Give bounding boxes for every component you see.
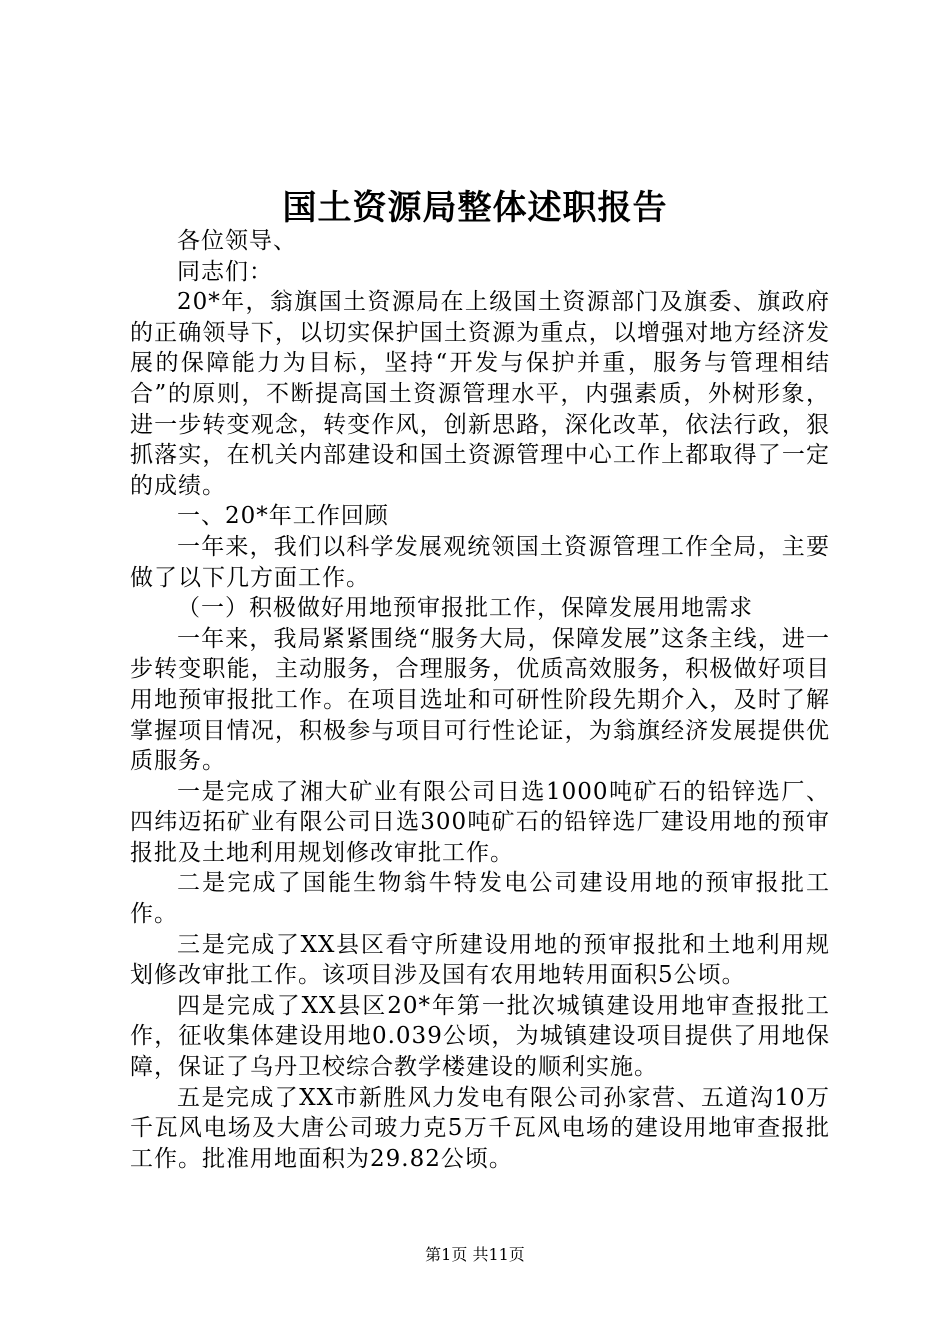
item-paragraph-3: 三是完成了XX县区看守所建设用地的预审报批和土地利用规划修改审批工作。该项目涉及国有农用地转用面积5公顷。 (130, 931, 830, 989)
item-paragraph-1: 一是完成了湘大矿业有限公司日选1000吨矿石的铅锌选厂、四纬迈拓矿业有限公司日选300吨矿石的铅锌选厂建设用地的预审报批及土地利用规划修改审批工作。 (130, 778, 830, 866)
section-intro-paragraph: 一年来，我们以科学发展观统领国土资源管理工作全局，主要做了以下几方面工作。 (130, 533, 830, 591)
document-title: 国土资源局整体述职报告 (282, 188, 668, 228)
salutation-line-2: 同志们： (177, 258, 273, 285)
document-body (130, 226, 830, 1174)
section-heading: 一、20*年工作回顾 (177, 503, 389, 530)
subsection-paragraph: 一年来，我局紧紧围绕“服务大局，保障发展”这条主线，进一步转变职能，主动服务，合理服务，优质高效服务，积极做好项目用地预审报批工作。在项目选址和可研性阶段先期介入，及时了解掌握项目情况，积极参与项目可行性论证，为翁旗经济发展提供优质服务。 (130, 625, 830, 775)
subsection-heading: （一）积极做好用地预审报批工作，保障发展用地需求 (177, 595, 753, 622)
page-footer: 第1页 共11页 (425, 1245, 525, 1264)
item-paragraph-4: 四是完成了XX县区20*年第一批次城镇建设用地审查报批工作，征收集体建设用地0.039公顷，为城镇建设项目提供了用地保障，保证了乌丹卫校综合教学楼建设的顺利实施。 (130, 992, 830, 1081)
salutation-line-1: 各位领导、 (177, 228, 297, 254)
item-paragraph-2: 二是完成了国能生物翁牛特发电公司建设用地的预审报批工作。 (130, 870, 830, 928)
intro-paragraph: 20*年，翁旗国土资源局在上级国土资源部门及旗委、旗政府的正确领导下，以切实保护国土资源为重点，以增强对地方经济发展的保障能力为目标，坚持“开发与保护并重，服务与管理相结合”的原则，不断提高国土资源管理水平，内强素质，外树形象，进一步转变观念，转变作风，创新思路，深化改革，依法行政，狠抓落实，在机关内部建设和国土资源管理中心工作上都取得了一定的成绩。 (130, 289, 830, 499)
item-paragraph-5: 五是完成了XX市新胜风力发电有限公司孙家营、五道沟10万千瓦风电场及大唐公司玻力克5万千瓦风电场的建设用地审查报批工作。批准用地面积为29.82公顷。 (130, 1084, 830, 1172)
